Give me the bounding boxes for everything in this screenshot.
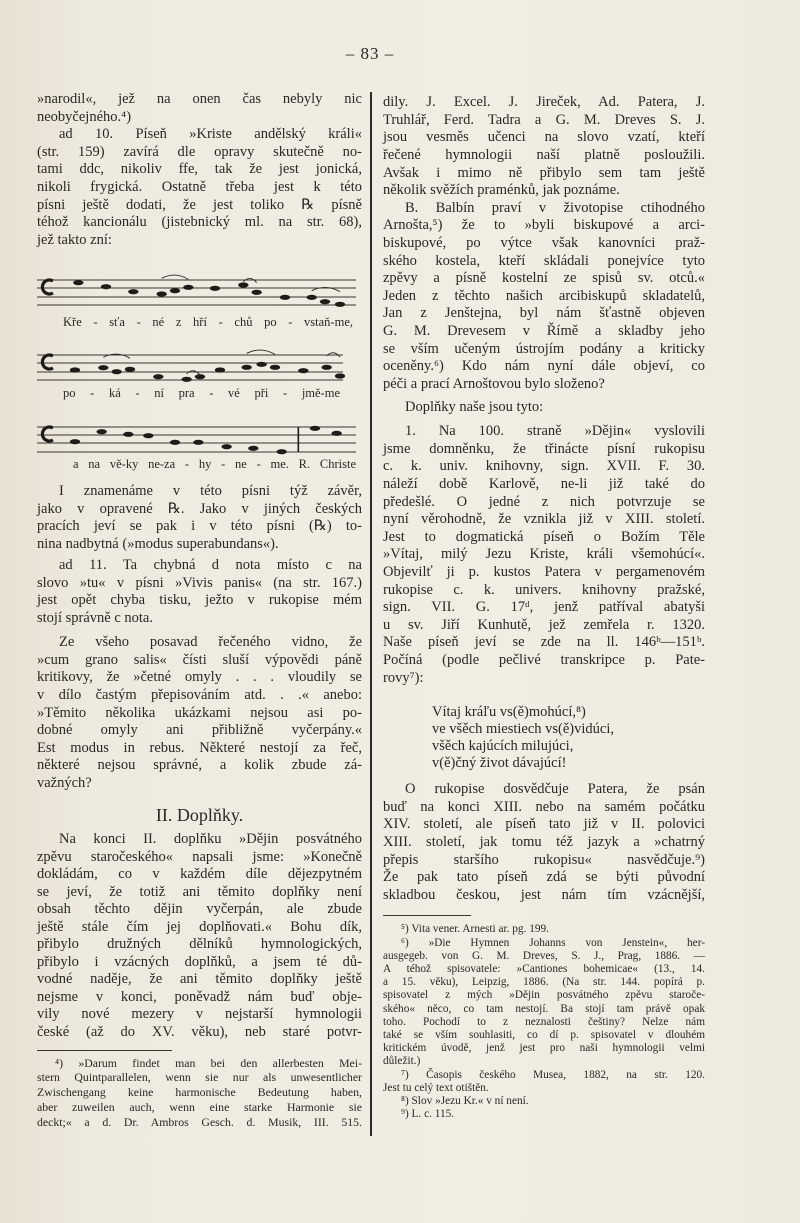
note	[101, 284, 111, 289]
note	[193, 440, 203, 445]
note	[111, 369, 121, 374]
footnote-line: ausgegeb. von G. M. Dreves, S. J., Prag, 1886. —	[383, 949, 705, 962]
footnote-line: a 15. věku), Leipzig, 1886. (Na str. 144. popírá p.	[383, 976, 705, 989]
note	[73, 280, 83, 285]
paragraph-line: Jan z Jenštejna, byl nám šťastně objeven	[383, 305, 705, 322]
footnote-line: ⁶) »Die Hymnen Johanns von Jenstein«, her-	[401, 936, 705, 949]
paragraph-line: pracích jeví se pak i v této písni (℞) to-	[37, 518, 362, 535]
note	[298, 368, 308, 373]
paragraph-line: tami ddc, nikoliv ffe, tak že jest jonická,	[37, 161, 362, 178]
footnote-line: kritickém úvodě, jenž jest pro naši hymnologii velmi	[383, 1042, 705, 1055]
footnote-line: A téhož spisovatele: »Cantiones bohemicae« (13., 14.	[383, 963, 705, 975]
paragraph-line: se vším učeným ústrojím podány a kriticky	[383, 340, 705, 357]
poem-verse-line: ve všěch miestiech vs(ě)vidúci,	[432, 720, 614, 737]
paragraph-line: XIV. století, ale píseň tato již v II. polovici	[383, 816, 705, 833]
section-heading-line: II. Doplňky.	[155, 805, 244, 825]
footnote-line: toho. Pochodí to z neznalosti češtiny? Nelze nám	[383, 1015, 705, 1028]
paragraph-line: náleží době Karlově, ne-li již také do	[383, 476, 705, 492]
paragraph-line: v dílo častým přepisováním atd. . .« anebo:	[37, 687, 362, 703]
paragraph-line: nejsme v konci, poněvadž nám buď obje-	[37, 988, 362, 1005]
paragraph-line: neobyčejného.⁴)	[37, 108, 132, 125]
lyrics-line: Kře - sťa - né z hří - chů po - vstaň-me,	[63, 315, 353, 329]
poem-verse-line: v(ě)čný život dávajúcí!	[432, 754, 567, 771]
paragraph-line: ještě stále čím jej doplňovati.« Bohu dík,	[37, 918, 362, 935]
note	[153, 374, 163, 379]
note	[215, 367, 225, 372]
paragraph-line: jest opět chyba tisku, ježto v rukopise mém	[37, 592, 362, 609]
paragraph-line: G. M. Drevesem v Římě a skladby jeho	[383, 323, 705, 339]
paragraph-line: jako v opravené ℞. Jako v jiných českých	[37, 500, 362, 517]
note	[335, 302, 345, 307]
note	[181, 377, 191, 382]
paragraph-line: nikoli frygická. Ostatně třeba jest k této	[37, 179, 362, 195]
note	[270, 365, 280, 370]
paragraph-line: přibylo družných dělníků hymnologických,	[37, 936, 362, 953]
footnote-rule-left	[37, 1050, 172, 1051]
paragraph-line: přepis staršího rukopisu« nasvědčuje.⁹)	[383, 851, 705, 868]
paragraph-line: oceněny.⁶) Kdo nám nyní dále objeví, co	[383, 358, 705, 375]
note	[128, 289, 138, 294]
note	[183, 285, 193, 290]
paragraph-line: nyní věrohodně, že vznikla již v XIII. století.	[383, 511, 705, 528]
paragraph-line: písni ještě dodati, že jest toliko ℞ písně	[37, 196, 362, 213]
slur	[187, 371, 200, 375]
paragraph-line: české (až do XV. věku), neb staré potvr-	[37, 1023, 362, 1040]
paragraph-line: nina nadbytná (»modus superabundans«).	[37, 535, 279, 552]
note	[280, 295, 290, 300]
slur	[103, 354, 130, 358]
paragraph-line: slovo »tu« v písni »Vivis panis« (na str. 167.)	[37, 574, 362, 591]
paragraph-line: XIII. století, jak tomu též jazyk a »chatrný	[383, 834, 705, 850]
paragraph-line: rovy⁷):	[383, 669, 424, 686]
note	[251, 290, 261, 295]
note	[143, 433, 153, 438]
paragraph-line: kritikovy, že »četné omyly . . . vloudily se	[37, 669, 362, 686]
paragraph-line: obsah těchto dějin vyčerpán, ale zbude	[37, 901, 362, 918]
note	[321, 365, 331, 370]
paragraph-line: vodné naděje, že ani těmito doplňky ještě	[37, 971, 362, 988]
paragraph-line: Objevilť ji p. kustos Patera v pergamenovém	[383, 564, 705, 580]
paragraph-line: téhož kancionálu (jistebnický ml. na str. 68),	[37, 214, 362, 231]
paragraph-line: některé nejsou správné, a kolik zbude zá-	[37, 757, 362, 774]
note	[331, 431, 341, 436]
paragraph-line: dily. J. Excel. J. Jireček, Ad. Patera, J.	[383, 94, 705, 111]
note	[320, 299, 330, 304]
slur	[247, 350, 275, 354]
page-number: – 83 –	[345, 44, 395, 63]
note	[310, 426, 320, 431]
note	[96, 429, 106, 434]
paragraph-line: Doplňky naše jsou tyto:	[405, 399, 544, 416]
paragraph-line: 1. Na 100. straně »Dějin« vyslovili	[405, 423, 705, 440]
paragraph-line: u sv. Jiří Kunhutě, jež zemřela r. 1320.	[383, 616, 705, 633]
paragraph-line: B. Balbín praví v životopise ctihodného	[405, 199, 705, 216]
note	[210, 286, 220, 291]
footnote-line: ⁹) L. c. 115.	[401, 1108, 455, 1121]
paragraph-line: sign. VII. G. 17ᵈ, jenž patříval abatyši	[383, 599, 705, 616]
note	[125, 367, 135, 372]
footnote-line: Zwischengang keine harmonische Bedeutung haben,	[37, 1085, 362, 1100]
paragraph-line: dobné omyly ani přibližně vyčerpány.«	[37, 722, 362, 739]
slur	[162, 275, 189, 279]
paragraph-line: Arnošta,⁵) že to »byli biskupové a arci-	[383, 217, 705, 234]
paragraph-line: Truhlář, Ferd. Tadra a G. M. Dreves S. J.	[383, 111, 705, 128]
note	[221, 444, 231, 449]
paragraph-line: Naše píseň jeví se zde na ll. 146ᵇ—151ᵇ.	[383, 634, 705, 651]
footnote-line: ⁴) »Darum findet man bei den allerbesten Mei-	[55, 1055, 362, 1070]
paragraph-line: Avšak i mimo ně přibylo sem tam ještě	[383, 164, 705, 181]
paragraph-line: zpěvu staročeského« napsali jsme: »Konečně	[37, 848, 362, 865]
footnote-line: ského« něco, co tam nestojí. Ba stojí tam právě opak	[383, 1002, 705, 1015]
c-clef-icon	[42, 427, 53, 441]
note	[98, 365, 108, 370]
paragraph-line: Na konci II. doplňku »Dějin posvátného	[59, 831, 362, 848]
paragraph-line: »Těmito několika ukázkami nejsou asi po-	[37, 704, 362, 721]
footnote-line: ⁸) Slov »Jezu Kr.« v ní není.	[401, 1095, 529, 1107]
footnote-line: stern Quintparallelen, wenn sie nur als unwesentlicher	[37, 1070, 362, 1085]
note	[256, 362, 266, 367]
paragraph-line: Est modus in rebus. Některé nestojí za řeč,	[37, 739, 362, 756]
footnote-rule-right	[383, 915, 471, 916]
paragraph-line: ad 11. Ta chybná d nota místo c na	[59, 557, 362, 574]
footnote-line: spisovatel z mých »Dějin posvátného zpěvu staroče-	[383, 989, 705, 1002]
note	[123, 432, 133, 437]
paragraph-line: jsou vesměs učenci na slovo vzatí, kteří	[383, 129, 705, 146]
paragraph-line: »Vítaj, milý Jezu Kriste, králi všemohúcí«.	[383, 546, 705, 563]
lyrics-line: po - ká - ní pra - vé při - jmě-me	[63, 386, 340, 400]
paragraph-line: se jeví, že totiž ani těmito doplňky není	[37, 883, 362, 900]
slur	[243, 278, 256, 282]
paragraph-line: O rukopise dosvědčuje Patera, že psán	[405, 781, 705, 798]
note	[170, 440, 180, 445]
note	[335, 373, 345, 378]
paragraph-line: skladbou českou, jest nám tím vzácnější,	[383, 886, 705, 903]
paragraph-line: »cum grano salis« čísti sluší výpovědi páně	[37, 651, 362, 668]
paragraph-line: řečené hymnologii naší platně posloužili.	[383, 147, 705, 163]
paragraph-line: předešlé. O jedné z nich potvrzuje se	[383, 493, 705, 510]
footnote-line: aber zuweilen auch, wenn eine starke Harmonie sie	[37, 1100, 362, 1114]
footnote-line: deckt;« a d. Dr. Ambros Gesch. d. Musik, III. 515.	[37, 1114, 362, 1129]
footnote-line: důležit.)	[383, 1055, 421, 1068]
paragraph-line: »narodil«, jež na onen čas nebyly nic	[37, 91, 362, 108]
paragraph-line: biskupové, po výtce však kanovníci praž-	[383, 235, 705, 251]
c-clef-icon	[42, 280, 53, 294]
poem-verse-line: všěch kajúcích milujúci,	[432, 737, 574, 754]
paragraph-line: važných?	[37, 775, 92, 791]
paragraph-line: buď na konci XIII. nebo na samém počátku	[383, 798, 705, 815]
paragraph-line: stojí správně c nota.	[37, 609, 153, 626]
footnote-line: ⁵) Vita vener. Arnesti ar. pg. 199.	[401, 923, 550, 936]
note	[70, 439, 80, 444]
paragraph-line: ského kostela, kteří skládali ponejvíce tyto	[383, 252, 705, 269]
paragraph-line: jež takto zní:	[37, 231, 112, 248]
footnote-line: Jest tu celý text otištěn.	[383, 1081, 489, 1094]
paragraph-line: přibylo i vzácných doplňků, a jsem té dů-	[37, 953, 362, 970]
note	[238, 282, 248, 287]
paragraph-line: několik svěžích praménků, jak poznáme.	[383, 182, 620, 199]
paragraph-line: c. k. univ. knihovny, sign. XVII. F. 30.	[383, 458, 705, 475]
paragraph-line: ad 10. Píseň »Kriste andělský králi«	[59, 126, 362, 143]
note	[156, 291, 166, 296]
paragraph-line: péči a prací Arnoštovou bylo složeno?	[383, 375, 605, 392]
paragraph-line: rukopise c. k. univers. knihovny pražské,	[383, 581, 705, 598]
paragraph-line: Jest to dogmatická píseň o Božím Těle	[383, 528, 705, 545]
slur	[312, 287, 340, 291]
paragraph-line: Jeden z těchto našich arcibiskupů skladatelů,	[383, 287, 705, 304]
footnote-line: také se vším souhlasiti, co dí p. spisovatel v dlouhém	[383, 1029, 705, 1041]
slur	[327, 353, 340, 357]
note	[306, 295, 316, 300]
paragraph-line: dokládám, co v každém díle dějezpytném	[37, 866, 362, 883]
paragraph-line: zpěvy a písně kostelní ze spisů sv. otců.«	[383, 270, 705, 287]
paragraph-line: Počíná (podle pečlivé transkripce p. Pate-	[383, 652, 705, 668]
note	[170, 288, 180, 293]
note	[195, 374, 205, 379]
paragraph-line: jsme domněnku, že třinácte písní rukopisu	[383, 440, 705, 457]
footnote-line: ⁷) Časopis českého Musea, 1882, na str. 120.	[401, 1068, 705, 1081]
poem-verse-line: Vítaj kráľu vs(ě)mohúcí,⁸)	[432, 703, 586, 720]
paragraph-line: vily nové mezery v nejstarší hymnologii	[37, 1006, 362, 1023]
paragraph-line: (str. 159) zavírá dle opravy skutečně no-	[37, 143, 362, 160]
paragraph-line: Ze všeho posavad řečeného vidno, že	[59, 634, 362, 651]
lyrics-line: a na vě-ky ne-za - hy - ne - me. R. Christe	[73, 457, 356, 471]
c-clef-icon	[42, 355, 53, 369]
column-divider	[370, 92, 372, 1136]
note	[276, 449, 286, 454]
paragraph-line: I znamenáme v této písni týž závěr,	[59, 483, 362, 500]
note	[241, 365, 251, 370]
note	[248, 446, 258, 451]
note	[70, 367, 80, 372]
paragraph-line: Že pak tato píseň zdá se býti původní	[383, 869, 705, 886]
